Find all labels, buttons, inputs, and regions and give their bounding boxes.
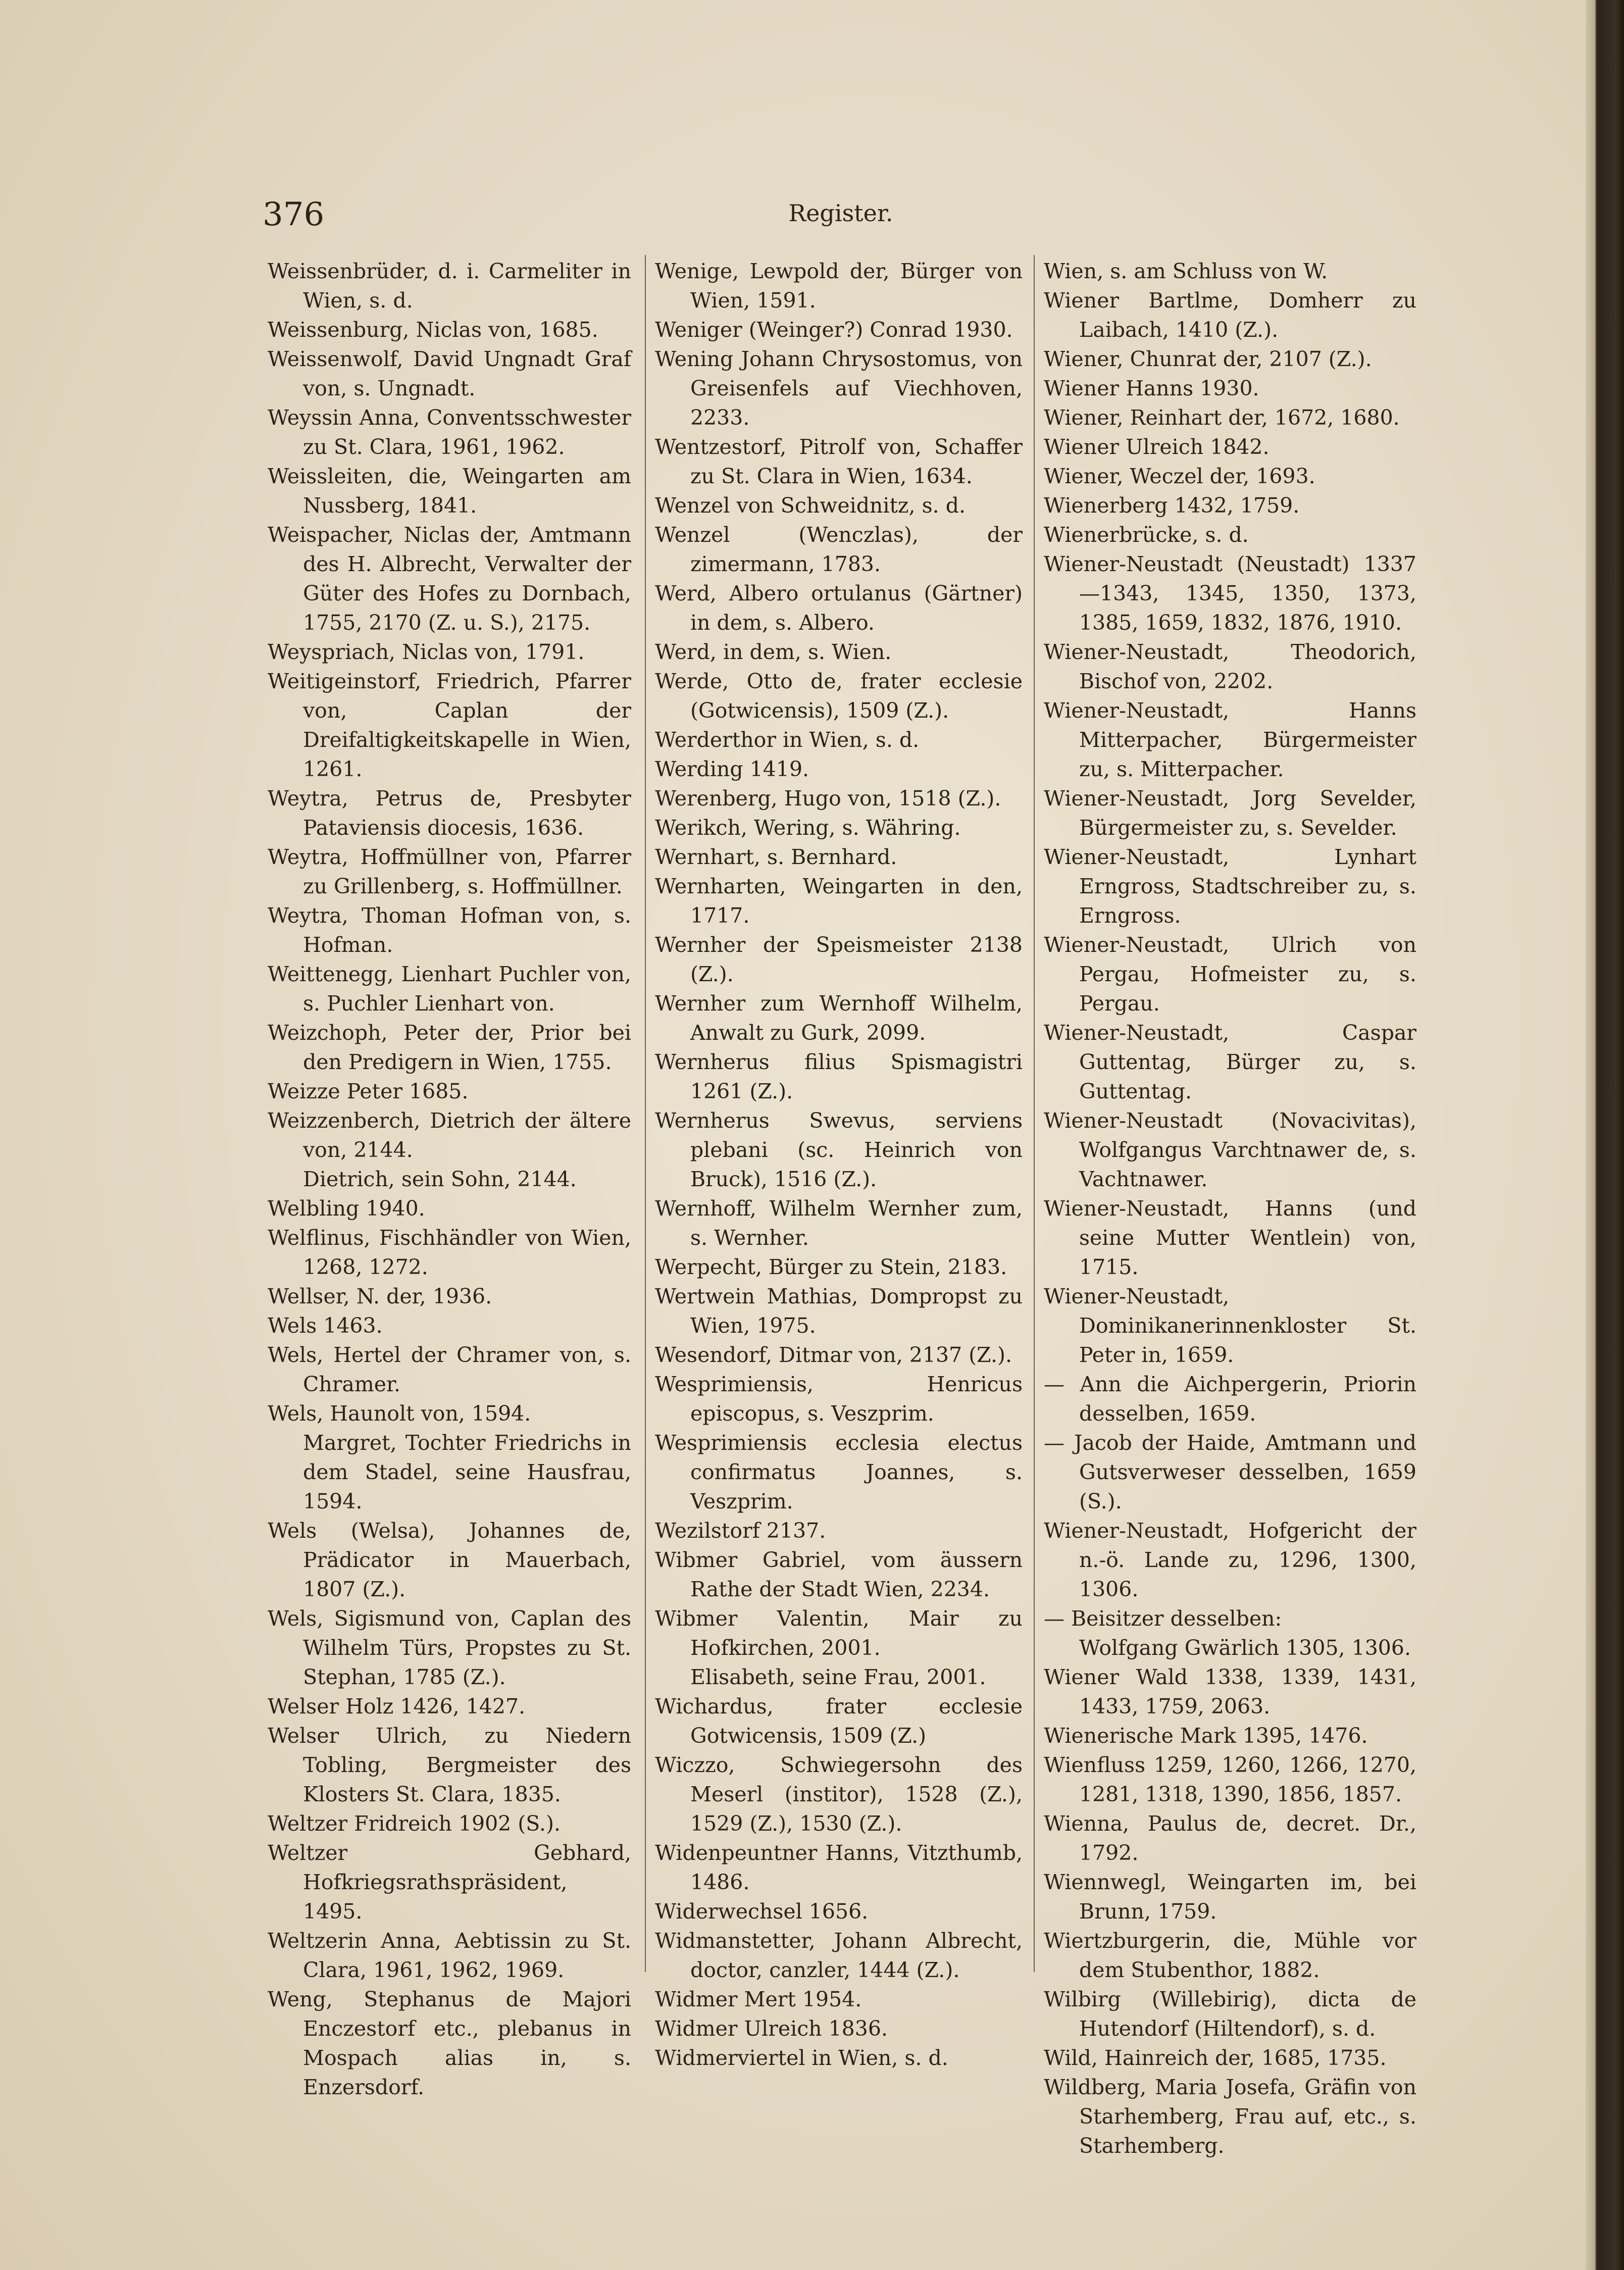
index-entry: Weltzerin Anna, Aebtissin zu St. Clara, 1961, 1962, 1969. xyxy=(268,1929,631,1982)
index-entry: Werd, Albero ortulanus (Gärtner) in dem, s. Albero. xyxy=(655,581,1023,635)
index-entry: Wels, Hertel der Chramer von, s. Chramer. xyxy=(268,1343,631,1396)
index-entry: Wienerbrücke, s. d. xyxy=(1044,523,1249,547)
index-entry: Wiener-Neustadt, Hanns (und seine Mutter Wentlein) von, 1715. xyxy=(1044,1196,1416,1279)
index-entry: Wiener Wald 1338, 1339, 1431, 1433, 1759, 2063. xyxy=(1044,1665,1416,1719)
index-entry: Weltzer Gebhard, Hofkriegsrathspräsident, 1495. xyxy=(268,1841,631,1924)
index-column-1 xyxy=(268,257,631,2102)
index-entry: Wernherus Swevus, serviens plebani (sc. Heinrich von Bruck), 1516 (Z.). xyxy=(655,1108,1023,1191)
index-entry: Wichardus, frater ecclesie Gotwicensis, 1509 (Z.) xyxy=(655,1694,1023,1748)
index-entry: Wels, Haunolt von, 1594. xyxy=(268,1401,531,1426)
index-entry: Weizzenberch, Dietrich der ältere von, 2144. xyxy=(268,1108,631,1162)
index-entry: Wildberg, Maria Josefa, Gräfin von Starhemberg, Frau auf, etc., s. Starhemberg. xyxy=(1044,2075,1416,2158)
index-entry: Wenige, Lewpold der, Bürger von Wien, 1591. xyxy=(655,259,1023,313)
index-entry: Weizchoph, Peter der, Prior bei den Predigern in Wien, 1755. xyxy=(268,1021,631,1074)
index-entry: Wolfgang Gwärlich 1305, 1306. xyxy=(1079,1636,1411,1660)
index-entry: Widenpeuntner Hanns, Vitzthumb, 1486. xyxy=(655,1841,1023,1894)
index-entry: Wienfluss 1259, 1260, 1266, 1270, 1281, 1318, 1390, 1856, 1857. xyxy=(1044,1753,1416,1806)
index-entry: Wibmer Valentin, Mair zu Hofkirchen, 2001. xyxy=(655,1606,1023,1660)
index-entry: Welser Ulrich, zu Niedern Tobling, Bergmeister des Klosters St. Clara, 1835. xyxy=(268,1724,631,1806)
index-entry: Wernherus filius Spismagistri 1261 (Z.). xyxy=(655,1050,1023,1103)
index-column-3 xyxy=(1044,257,1416,2160)
index-entry: Widmerviertel in Wien, s. d. xyxy=(655,2046,948,2070)
index-entry: Wiczzo, Schwiegersohn des Meserl (institor), 1528 (Z.), 1529 (Z.), 1530 (Z.). xyxy=(655,1753,1023,1836)
index-entry: Weniger (Weinger?) Conrad 1930. xyxy=(655,318,1013,342)
index-entry: Wesendorf, Ditmar von, 2137 (Z.). xyxy=(655,1343,1012,1367)
index-entry: Weittenegg, Lienhart Puchler von, s. Puchler Lienhart von. xyxy=(268,962,631,1016)
index-entry: Weltzer Fridreich 1902 (S.). xyxy=(268,1811,561,1836)
index-entry: Wesprimiensis ecclesia electus confirmatus Joannes, s. Veszprim. xyxy=(655,1431,1023,1514)
index-entry: Weytra, Hoffmüllner von, Pfarrer zu Grillenberg, s. Hoffmüllner. xyxy=(268,845,631,898)
index-entry: Wilbirg (Willebirig), dicta de Hutendorf (Hiltendorf), s. d. xyxy=(1044,1987,1416,2041)
index-entry: Werde, Otto de, frater ecclesie (Gotwicensis), 1509 (Z.). xyxy=(655,669,1023,723)
index-entry: Wiener-Neustadt, Dominikanerinnenkloster St. Peter in, 1659. xyxy=(1044,1284,1416,1367)
index-entry: Werding 1419. xyxy=(655,757,809,781)
index-entry: Weissenburg, Niclas von, 1685. xyxy=(268,318,598,342)
index-entry: Widerwechsel 1656. xyxy=(655,1899,869,1924)
column-divider xyxy=(1034,255,1035,1972)
index-entry: Wiener Bartlme, Domherr zu Laibach, 1410 (Z.). xyxy=(1044,288,1416,342)
index-entry: Welbling 1940. xyxy=(268,1196,425,1221)
index-entry: Widmer Mert 1954. xyxy=(655,1987,862,2011)
index-column-2 xyxy=(655,257,1023,2073)
index-entry: Werenberg, Hugo von, 1518 (Z.). xyxy=(655,786,1001,811)
index-entry: Wiener-Neustadt, Lynhart Erngross, Stadtschreiber zu, s. Erngross. xyxy=(1044,845,1416,928)
index-entry: — Beisitzer desselben: xyxy=(1044,1606,1282,1631)
index-entry: Weng, Stephanus de Majori Enczestorf etc., plebanus in Mospach alias in, s. Enzersdorf. xyxy=(268,1987,631,2099)
index-entry: Wels (Welsa), Johannes de, Prädicator in Mauerbach, 1807 (Z.). xyxy=(268,1519,631,1601)
index-entry: Werderthor in Wien, s. d. xyxy=(655,728,920,752)
index-entry: Weissenwolf, David Ungnadt Graf von, s. Ungnadt. xyxy=(268,347,631,400)
index-entry: Weytra, Thoman Hofman von, s. Hofman. xyxy=(268,903,631,957)
index-entry: Wertwein Mathias, Dompropst zu Wien, 1975. xyxy=(655,1284,1023,1338)
index-entry: Wienerische Mark 1395, 1476. xyxy=(1044,1724,1368,1748)
index-entry: Wels, Sigismund von, Caplan des Wilhelm Türs, Propstes zu St. Stephan, 1785 (Z.). xyxy=(268,1606,631,1689)
index-entry: Wernher zum Wernhoff Wilhelm, Anwalt zu Gurk, 2099. xyxy=(655,991,1023,1045)
index-entry: Wiener-Neustadt, Theodorich, Bischof von, 2202. xyxy=(1044,640,1416,693)
index-entry: Wiener-Neustadt, Hofgericht der n.-ö. Lande zu, 1296, 1300, 1306. xyxy=(1044,1519,1416,1601)
index-entry: Werikch, Wering, s. Währing. xyxy=(655,816,961,840)
index-entry: Wenzel von Schweidnitz, s. d. xyxy=(655,493,966,518)
index-entry: Werd, in dem, s. Wien. xyxy=(655,640,892,664)
index-entry: Wernhart, s. Bernhard. xyxy=(655,845,897,869)
index-entry: Wellser, N. der, 1936. xyxy=(268,1284,492,1308)
index-entry: Wiener, Weczel der, 1693. xyxy=(1044,464,1315,488)
index-entry: Wentzestorf, Pitrolf von, Schaffer zu St. Clara in Wien, 1634. xyxy=(655,435,1023,488)
index-entry: Widmer Ulreich 1836. xyxy=(655,2016,888,2041)
index-entry: Widmanstetter, Johann Albrecht, doctor, canzler, 1444 (Z.). xyxy=(655,1929,1023,1982)
index-entry: Wiener Hanns 1930. xyxy=(1044,376,1259,400)
index-entry: Wiener-Neustadt, Caspar Guttentag, Bürger zu, s. Guttentag. xyxy=(1044,1021,1416,1103)
index-entry: Wiener-Neustadt, Ulrich von Pergau, Hofmeister zu, s. Pergau. xyxy=(1044,933,1416,1016)
index-entry: Werpecht, Bürger zu Stein, 2183. xyxy=(655,1255,1007,1279)
index-entry: Wiener-Neustadt (Neustadt) 1337 —1343, 1345, 1350, 1373, 1385, 1659, 1832, 1876, 1910. xyxy=(1044,552,1416,635)
index-entry: Welflinus, Fischhändler von Wien, 1268, 1272. xyxy=(268,1226,631,1279)
column-divider xyxy=(645,255,646,1972)
index-entry: Wels 1463. xyxy=(268,1314,383,1338)
index-entry: Wiennwegl, Weingarten im, bei Brunn, 1759. xyxy=(1044,1870,1416,1924)
index-entry: Wening Johann Chrysostomus, von Greisenfels auf Viechhoven, 2233. xyxy=(655,347,1023,430)
index-entry: Wienerberg 1432, 1759. xyxy=(1044,493,1300,518)
index-entry: Weyspriach, Niclas von, 1791. xyxy=(268,640,585,664)
index-entry: — Ann die Aichpergerin, Priorin desselben, 1659. xyxy=(1044,1372,1416,1426)
index-entry: Wiener Ulreich 1842. xyxy=(1044,435,1270,459)
page-edge xyxy=(1586,0,1624,2270)
index-entry: Weispacher, Niclas der, Amtmann des H. Albrecht, Verwalter der Güter des Hofes zu Dornbach, 1755, 2170 (Z. u. S.), 2175. xyxy=(268,523,631,635)
index-entry: Wiener-Neustadt, Jorg Sevelder, Bürgermeister zu, s. Sevelder. xyxy=(1044,786,1416,840)
index-entry: Wiertzburgerin, die, Mühle vor dem Stubenthor, 1882. xyxy=(1044,1929,1416,1982)
index-entry: — Jacob der Haide, Amtmann und Gutsverweser desselben, 1659 (S.). xyxy=(1044,1431,1416,1514)
page-number: 376 xyxy=(263,196,325,233)
index-entry: Welser Holz 1426, 1427. xyxy=(268,1694,526,1719)
index-entry: Wibmer Gabriel, vom äussern Rathe der Stadt Wien, 2234. xyxy=(655,1548,1023,1601)
index-entry: Wezilstorf 2137. xyxy=(655,1519,826,1543)
index-entry: Wiener-Neustadt (Novacivitas), Wolfgangus Varchtnawer de, s. Vachtnawer. xyxy=(1044,1108,1416,1191)
index-entry: Wesprimiensis, Henricus episcopus, s. Veszprim. xyxy=(655,1372,1023,1426)
index-entry: Weytra, Petrus de, Presbyter Pataviensis diocesis, 1636. xyxy=(268,786,631,840)
index-entry: Weissenbrüder, d. i. Carmeliter in Wien, s. d. xyxy=(268,259,631,313)
index-entry: Elisabeth, seine Frau, 2001. xyxy=(690,1665,986,1689)
index-entry: Wien, s. am Schluss von W. xyxy=(1044,259,1328,283)
index-entry: Wiener-Neustadt, Hanns Mitterpacher, Bürgermeister zu, s. Mitterpacher. xyxy=(1044,698,1416,781)
index-entry: Wiener, Reinhart der, 1672, 1680. xyxy=(1044,406,1400,430)
index-entry: Wernharten, Weingarten in den, 1717. xyxy=(655,874,1023,928)
index-entry: Weissleiten, die, Weingarten am Nussberg, 1841. xyxy=(268,464,631,518)
index-entry: Wenzel (Wenczlas), der zimermann, 1783. xyxy=(655,523,1023,576)
index-entry: Wild, Hainreich der, 1685, 1735. xyxy=(1044,2046,1387,2070)
index-entry: Weitigeinstorf, Friedrich, Pfarrer von, Caplan der Dreifaltigkeitskapelle in Wien, 1261. xyxy=(268,669,631,781)
page-title: Register. xyxy=(788,199,893,227)
index-entry: Wernhoff, Wilhelm Wernher zum, s. Wernher. xyxy=(655,1196,1023,1250)
index-entry: Dietrich, sein Sohn, 2144. xyxy=(303,1167,577,1191)
index-entry: Margret, Tochter Friedrichs in dem Stadel, seine Hausfrau, 1594. xyxy=(303,1431,631,1514)
index-entry: Weyssin Anna, Conventsschwester zu St. Clara, 1961, 1962. xyxy=(268,406,631,459)
index-entry: Wernher der Speismeister 2138 (Z.). xyxy=(655,933,1023,986)
index-entry: Wiener, Chunrat der, 2107 (Z.). xyxy=(1044,347,1372,371)
index-entry: Wienna, Paulus de, decret. Dr., 1792. xyxy=(1044,1811,1416,1865)
index-entry: Weizze Peter 1685. xyxy=(268,1079,469,1103)
